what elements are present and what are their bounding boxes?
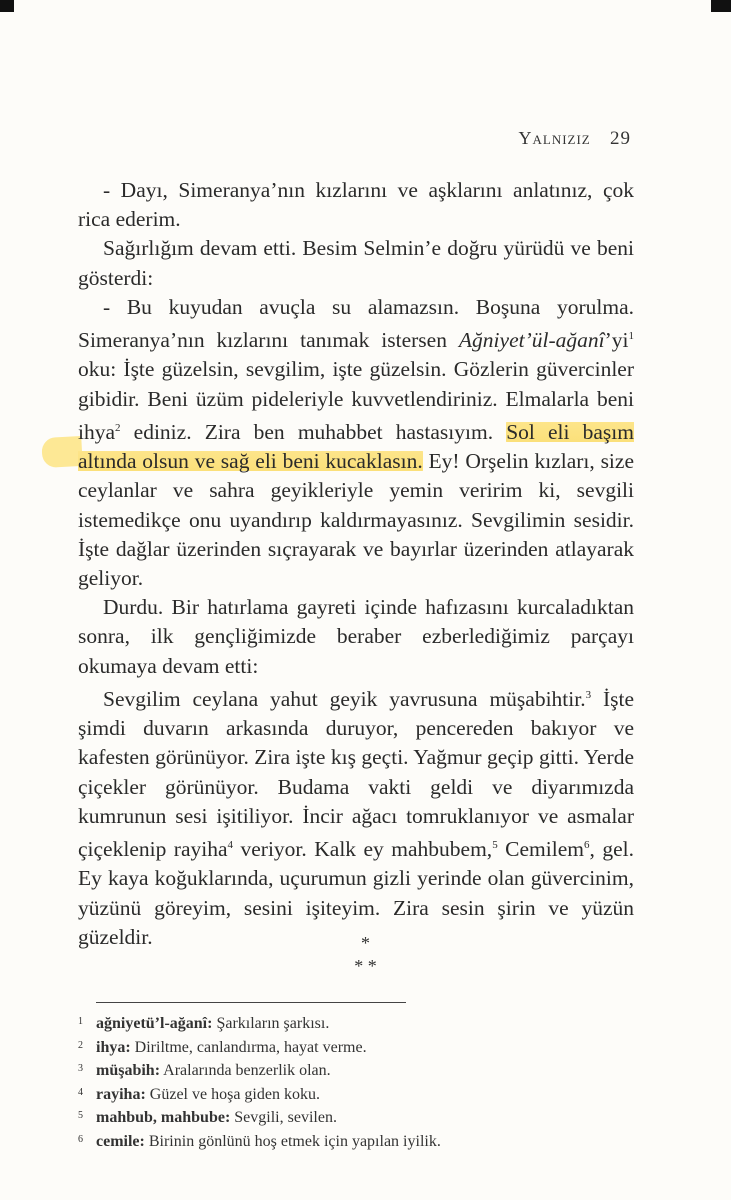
book-title-italic: Ağniyet’ül-ağanî	[458, 328, 605, 353]
footnote-5: 5 mahbub, mahbube: Sevgili, sevilen.	[78, 1109, 337, 1126]
p3-text-a: - Bu kuyudan avuçla su alamazsın. Boşuna yorulma. Simeranya’nın kızlarını tanımak istersen	[78, 294, 634, 353]
paragraph-2: Sağırlığım devam etti. Besim Selmin’e doğru yürüdü ve beni gösterdi:	[78, 236, 634, 290]
footnote-definition: Birinin gönlünü hoş etmek için yapılan iyilik.	[144, 1132, 441, 1150]
footnote-ref-3[interactable]: 3	[585, 688, 592, 701]
footnote-term: mahbub, mahbube:	[96, 1109, 231, 1126]
p3-text-b: ’yi	[604, 328, 629, 353]
footnote-definition: Diriltme, canlandırma, hayat verme.	[130, 1038, 367, 1056]
paragraph-1: - Dayı, Simeranya’nın kızlarını ve aşklarını anlatınız, çok rica ederim.	[78, 178, 634, 232]
page-edge-shadow-left	[0, 0, 14, 12]
paragraph-3	[78, 293, 634, 593]
footnote-term: rayiha:	[96, 1085, 146, 1103]
p3-text-c: oku: İşte güzelsin, sevgilim, işte güzelsin. Gözlerin güvercinler gibidir. Beni üzüm pideleriyle kuvvetlendiriniz. Elmalarla beni ihya	[78, 357, 634, 444]
highlight-stroke-start	[41, 436, 83, 468]
footnote-term: cemile:	[96, 1132, 145, 1150]
footnote-term: ağniyetü’l-ağanî:	[96, 1015, 213, 1032]
footnote-ref-2[interactable]: 2	[115, 421, 121, 434]
footnote-ref-5[interactable]: 5	[492, 838, 498, 851]
footnote-definition: Güzel ve hoşa giden koku.	[145, 1085, 320, 1103]
footnote-definition: Sevgili, sevilen.	[230, 1109, 337, 1126]
footnote-term: ihya:	[96, 1038, 131, 1056]
paragraph-5	[78, 681, 634, 952]
p5-text-d: Cemilem	[497, 837, 584, 862]
footnote-1: 1 ağniyetü’l-ağanî: Şarkıların şarkısı.	[78, 1015, 330, 1032]
footnote-2: 2 ihya: Diriltme, canlandırma, hayat verme.	[78, 1038, 367, 1056]
footnote-3: 3 müşabih: Aralarında benzerlik olan.	[78, 1062, 331, 1079]
footnote-definition: Şarkıların şarkısı.	[212, 1015, 330, 1032]
p3-text-e: Ey! Orşelin kızları, size ceylanlar ve sahra geyikleriyle yemin veririm ki, sevgili istemedikçe onu uyandırıp kaldırmayasınız. Sevgilimin sesidir. İşte dağlar üzerinden sıçrayarak ve bayırlar üzerinden atlayarak geliyor.	[78, 449, 634, 590]
section-break-star-bottom: * *	[354, 956, 377, 976]
footnote-term: müşabih:	[96, 1062, 161, 1079]
p5-text-c: veriyor. Kalk ey mahbubem,	[233, 837, 493, 862]
p5-text-e: , gel. Ey kaya koğuklarında, uçurumun gizli yerinde olan güvercinim, yüzünü göreyim, sesini işiteyim. Zira sesin şirin ve yüzün güzeldir.	[78, 837, 634, 949]
body-text	[78, 176, 634, 952]
footnotes	[78, 1012, 638, 1153]
footnote-divider	[96, 1002, 406, 1003]
footnote-ref-4[interactable]: 4	[227, 838, 234, 851]
footnote-ref-1[interactable]: 1	[628, 330, 634, 343]
footnote-definition: Aralarında benzerlik olan.	[160, 1062, 331, 1079]
chapter-title: Yalnızız	[518, 128, 591, 148]
page-edge-shadow-right	[711, 0, 731, 12]
page-number: 29	[610, 128, 631, 149]
p5-text-a: Sevgilim ceylana yahut geyik yavrusuna müşabihtir.	[103, 686, 586, 711]
paragraph-4: Durdu. Bir hatırlama gayreti içinde hafızasını kurcaladıktan sonra, ilk gençliğimizde beraber ezberlediğimiz parçayı okumaya devam etti:	[78, 595, 634, 678]
p3-text-d: ediniz. Zira ben muhabbet hastasıyım.	[120, 419, 507, 444]
highlighted-sentence[interactable]: Sol eli başım altında olsun ve sağ eli beni kucaklasın.	[78, 419, 634, 474]
section-break-star-top: *	[361, 933, 370, 953]
footnote-ref-6[interactable]: 6	[583, 838, 590, 851]
footnote-6: 6 cemile: Birinin gönlünü hoş etmek için yapılan iyilik.	[78, 1132, 441, 1150]
running-header	[518, 128, 631, 150]
footnote-4: 4 rayiha: Güzel ve hoşa giden koku.	[78, 1085, 320, 1103]
p5-text-b: İşte şimdi duvarın arkasında duruyor, pencereden bakıyor ve kafesten görünüyor. Zira işte kış geçti. Yağmur geçip gitti. Yerde çiçekler görünüyor. Budama vakti geldi ve diyarımızda kumrunun sesi işitiliyor. İncir ağacı tomruklanıyor ve asmalar çiçeklenip rayiha	[78, 686, 634, 862]
